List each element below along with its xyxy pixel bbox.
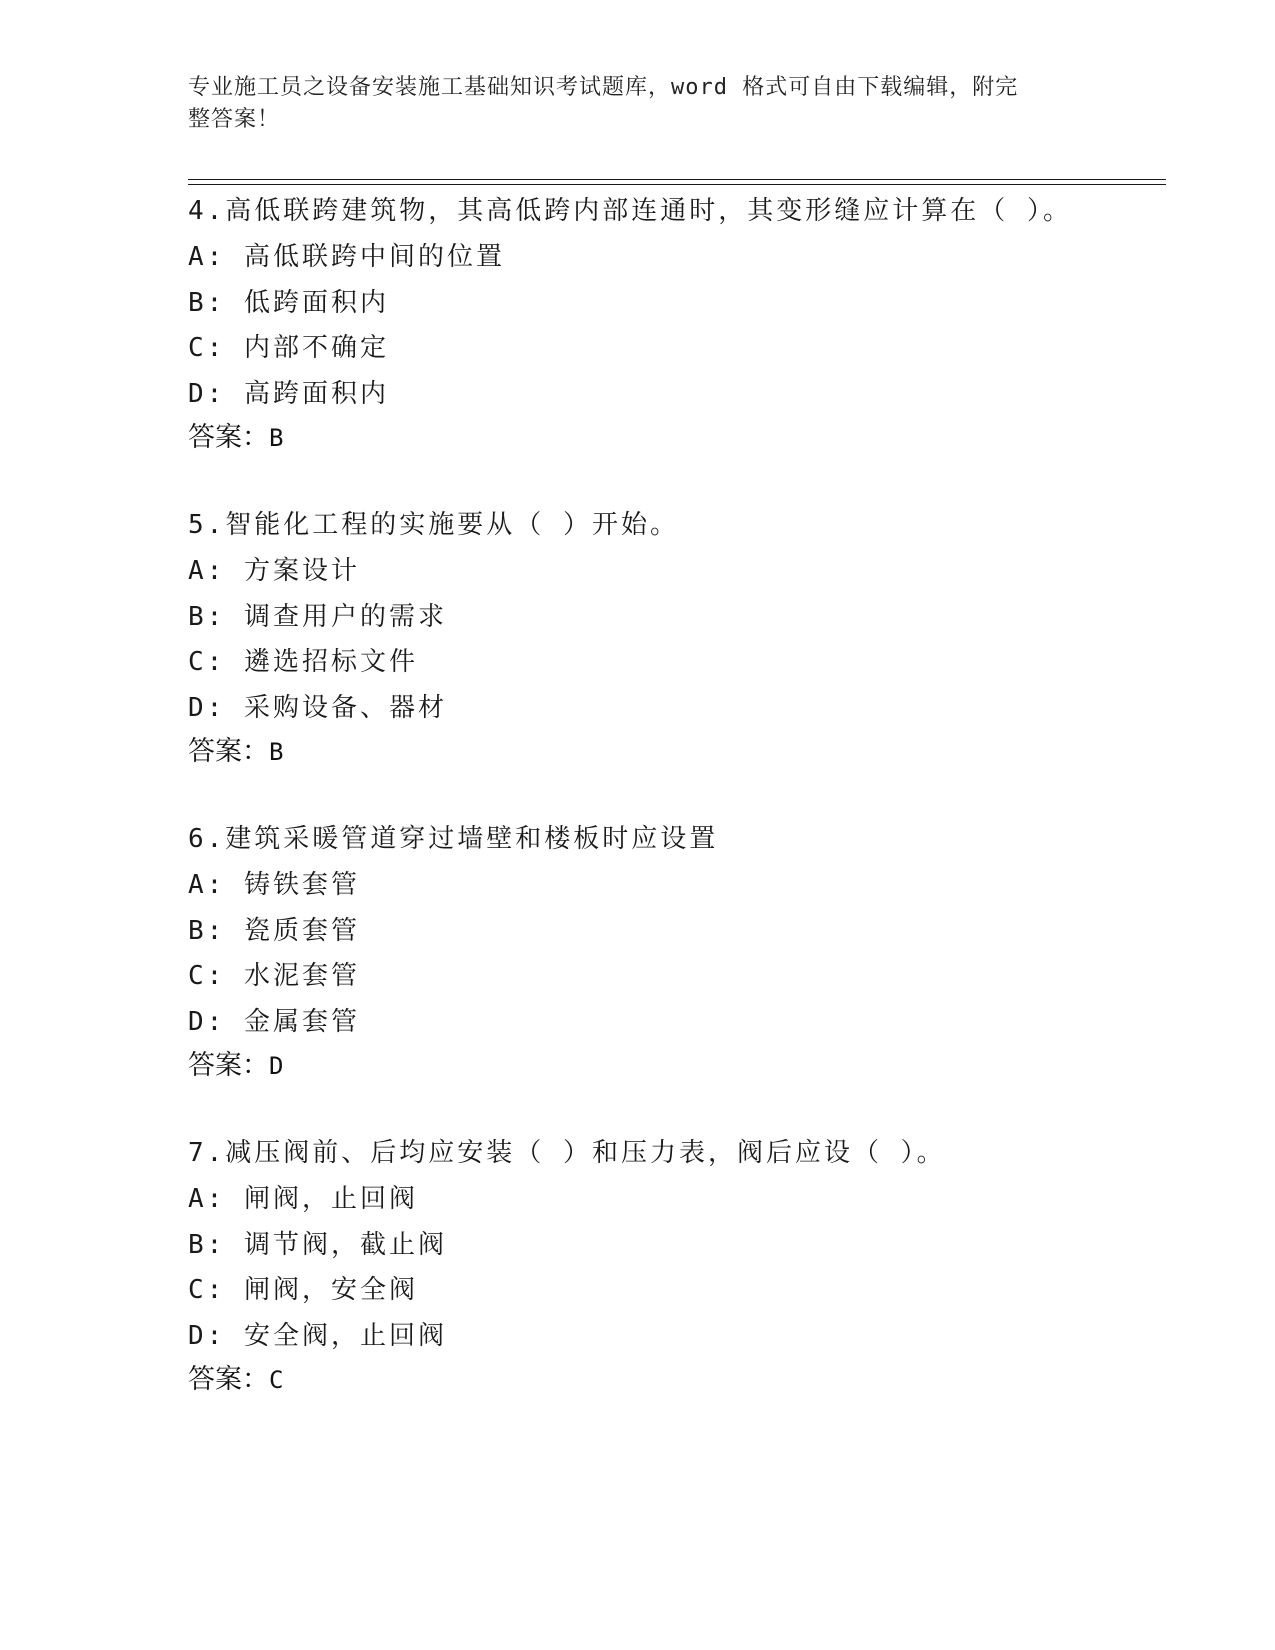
question-5 xyxy=(188,502,1166,774)
answer-label: 答案： xyxy=(188,422,269,453)
option-c: C: 内部不确定 xyxy=(188,333,389,363)
option-a: A: 方案设计 xyxy=(188,556,360,586)
answer-label: 答案： xyxy=(188,1364,269,1395)
question-7 xyxy=(188,1130,1166,1402)
option-a: A: 闸阀，止回阀 xyxy=(188,1184,418,1214)
question-stem: 4.高低联跨建筑物，其高低跨内部连通时，其变形缝应计算在（ ）。 xyxy=(188,196,1072,226)
header-divider-bottom xyxy=(188,184,1166,185)
answer-label: 答案： xyxy=(188,736,269,767)
answer-label: 答案： xyxy=(188,1050,269,1081)
option-c: C: 水泥套管 xyxy=(188,961,360,991)
option-b: B: 调查用户的需求 xyxy=(188,601,447,632)
question-6 xyxy=(188,816,1166,1088)
document-header xyxy=(188,72,1088,136)
question-stem: 5.智能化工程的实施要从（ ）开始。 xyxy=(188,510,679,540)
question-list xyxy=(188,188,1166,1444)
answer-value: B xyxy=(269,424,284,452)
question-4 xyxy=(188,188,1166,460)
option-c: C: 遴选招标文件 xyxy=(188,647,418,677)
question-stem: 6.建筑采暖管道穿过墙壁和楼板时应设置 xyxy=(188,824,719,854)
option-b: B: 瓷质套管 xyxy=(188,915,360,946)
option-b: B: 低跨面积内 xyxy=(188,287,389,318)
option-d: D: 安全阀，止回阀 xyxy=(188,1320,447,1351)
question-stem: 7.减压阀前、后均应安装（ ）和压力表，阀后应设（ ）。 xyxy=(188,1138,946,1168)
option-d: D: 采购设备、器材 xyxy=(188,692,447,723)
option-a: A: 铸铁套管 xyxy=(188,870,360,900)
answer xyxy=(188,730,1166,774)
answer xyxy=(188,416,1166,460)
header-line-2: 整答案！ xyxy=(188,107,281,132)
header-line-1: 专业施工员之设备安装施工基础知识考试题库，word 格式可自由下载编辑，附完 xyxy=(188,75,1019,100)
answer xyxy=(188,1044,1166,1088)
header-divider-top xyxy=(188,179,1166,180)
option-d: D: 金属套管 xyxy=(188,1006,360,1037)
option-c: C: 闸阀，安全阀 xyxy=(188,1275,418,1305)
option-d: D: 高跨面积内 xyxy=(188,378,389,409)
answer xyxy=(188,1358,1166,1402)
option-a: A: 高低联跨中间的位置 xyxy=(188,242,505,272)
answer-value: B xyxy=(269,738,284,766)
answer-value: C xyxy=(269,1366,284,1394)
option-b: B: 调节阀，截止阀 xyxy=(188,1229,447,1260)
answer-value: D xyxy=(269,1052,284,1080)
